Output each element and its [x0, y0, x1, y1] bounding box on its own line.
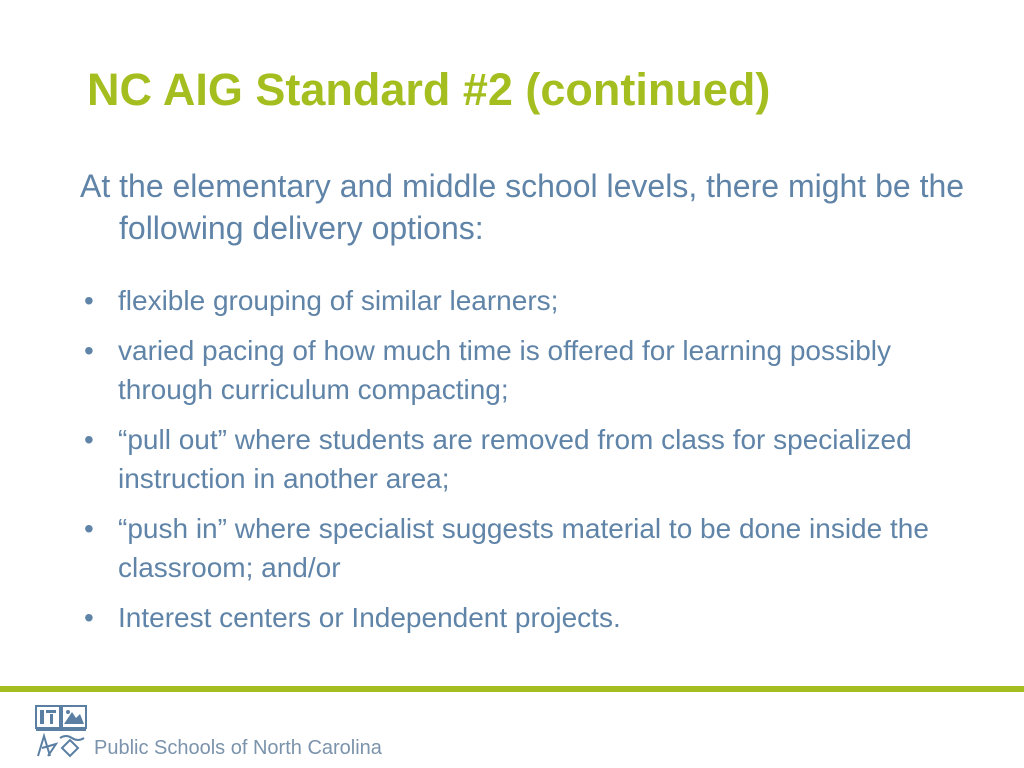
list-item-text: “pull out” where students are removed from class for specialized instruction in another area;	[118, 424, 912, 494]
delivery-options-list	[80, 281, 970, 648]
intro-paragraph: At the elementary and middle school levels, there might be the following delivery options:	[80, 168, 965, 246]
bullet-marker: •	[84, 335, 94, 366]
bullet-marker: •	[84, 424, 94, 455]
list-item	[80, 281, 970, 320]
footer-divider	[0, 686, 1024, 692]
slide-title: NC AIG Standard #2 (continued)	[87, 64, 771, 115]
list-item	[80, 598, 970, 637]
list-item-text: “push in” where specialist suggests material to be done inside the classroom; and/or	[118, 513, 929, 583]
bullet-marker: •	[84, 285, 94, 316]
list-item-text: Interest centers or Independent projects.	[118, 602, 621, 633]
bullet-marker: •	[84, 602, 94, 633]
list-item	[80, 509, 970, 587]
organization-name: Public Schools of North Carolina	[94, 737, 382, 759]
list-item-text: varied pacing of how much time is offered for learning possibly through curriculum compacting;	[118, 335, 891, 405]
list-item-text: flexible grouping of similar learners;	[118, 285, 559, 316]
public-schools-nc-logo-icon	[34, 704, 90, 760]
list-item	[80, 420, 970, 498]
list-item	[80, 331, 970, 409]
bullet-marker: •	[84, 513, 94, 544]
